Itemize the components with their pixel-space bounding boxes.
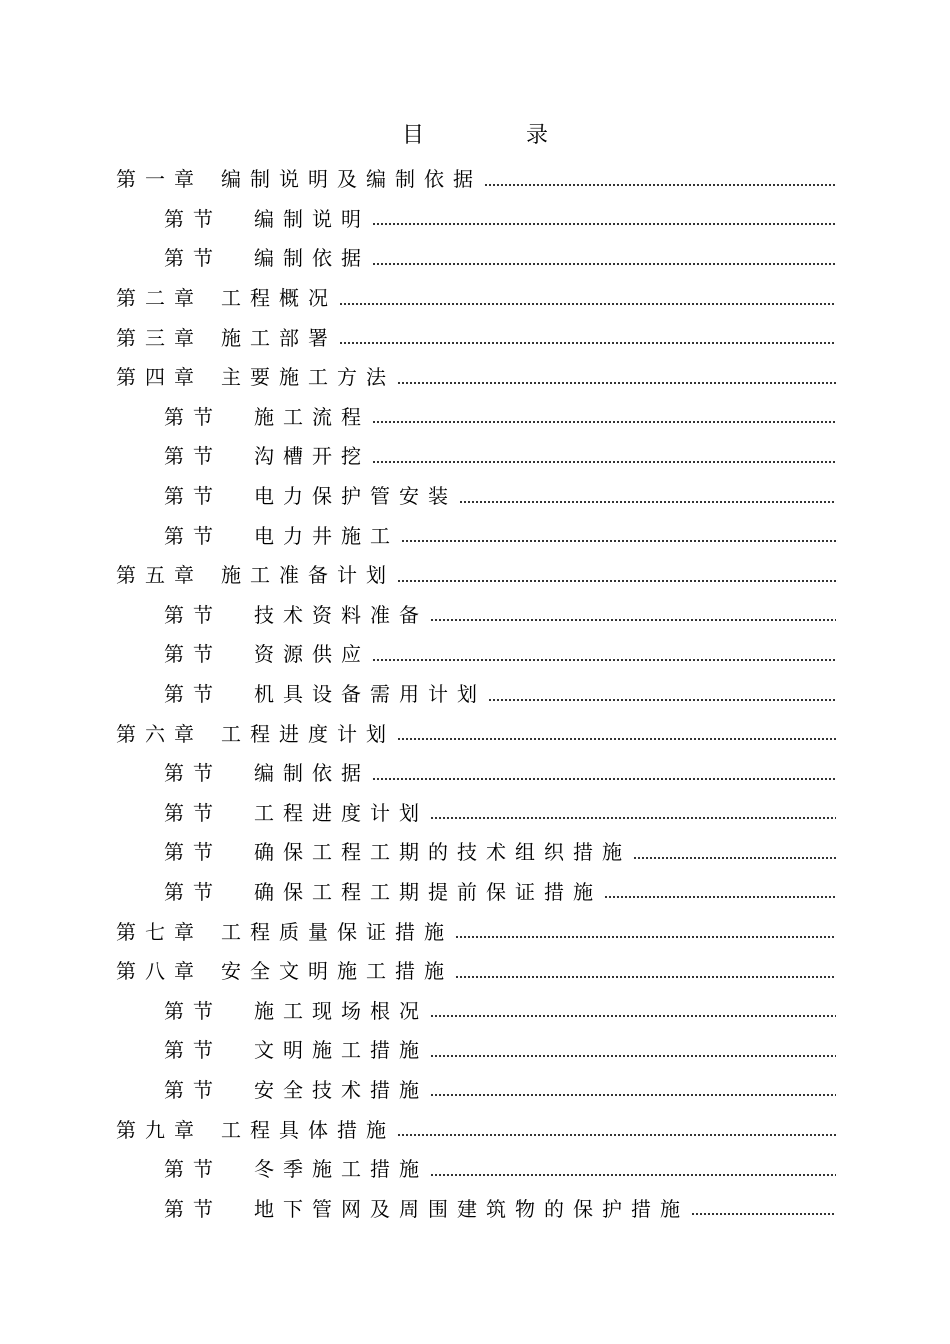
toc-entry-text: 主要施工方法 xyxy=(221,365,395,390)
toc-section-entry xyxy=(116,396,836,436)
toc-entry-text: 文明施工措施 xyxy=(254,1038,428,1063)
toc-chapter-entry xyxy=(116,910,836,950)
toc-entry-prefix: 第节 xyxy=(164,1196,222,1221)
toc-entry-prefix: 第节 xyxy=(164,1157,222,1182)
toc-entry-text: 安全文明施工措施 xyxy=(221,959,453,984)
toc-entry-prefix: 第节 xyxy=(164,879,222,904)
toc-dot-leader xyxy=(430,817,836,819)
toc-dot-leader xyxy=(455,976,836,978)
toc-dot-leader xyxy=(339,342,836,344)
toc-entry-prefix: 第节 xyxy=(164,602,222,627)
toc-entry-prefix: 第节 xyxy=(164,206,222,231)
toc-dot-leader xyxy=(372,461,836,463)
toc-dot-leader xyxy=(372,659,836,661)
toc-entry-prefix: 第节 xyxy=(164,998,222,1023)
toc-entry-prefix: 第节 xyxy=(164,484,222,509)
toc-entry-text: 电力井施工 xyxy=(254,523,399,548)
toc-dot-leader xyxy=(372,263,836,265)
toc-entry-text: 编制依据 xyxy=(254,246,370,271)
toc-dot-leader xyxy=(459,501,836,503)
toc-section-entry xyxy=(116,594,836,634)
toc-entry-prefix: 第节 xyxy=(164,642,222,667)
toc-entry-text: 编制说明 xyxy=(254,206,370,231)
toc-section-entry xyxy=(116,1187,836,1227)
toc-dot-leader xyxy=(604,896,836,898)
toc-section-entry xyxy=(116,752,836,792)
toc-entry-text: 确保工程工期的技术组织措施 xyxy=(254,840,631,865)
toc-entry-text: 施工部署 xyxy=(221,325,337,350)
toc-entry-prefix: 第六章 xyxy=(116,721,203,746)
toc-chapter-entry xyxy=(116,554,836,594)
toc-dot-leader xyxy=(430,1174,836,1176)
toc-section-entry xyxy=(116,1069,836,1109)
toc-chapter-entry xyxy=(116,158,836,198)
toc-entry-text: 工程具体措施 xyxy=(221,1117,395,1142)
toc-entry-prefix: 第节 xyxy=(164,1077,222,1102)
toc-entry-text: 沟槽开挖 xyxy=(254,444,370,469)
toc-entry-text: 施工现场根况 xyxy=(254,998,428,1023)
toc-dot-leader xyxy=(397,580,836,582)
toc-section-entry xyxy=(116,633,836,673)
toc-chapter-entry xyxy=(116,356,836,396)
toc-entry-text: 技术资料准备 xyxy=(254,602,428,627)
toc-dot-leader xyxy=(401,540,836,542)
toc-entry-text: 施工准备计划 xyxy=(221,563,395,588)
toc-entry-text: 工程概况 xyxy=(221,286,337,311)
toc-entry-prefix: 第节 xyxy=(164,840,222,865)
toc-section-entry xyxy=(116,831,836,871)
toc-entry-text: 机具设备需用计划 xyxy=(254,682,486,707)
toc-entry-text: 确保工程工期提前保证措施 xyxy=(254,879,602,904)
toc-entry-prefix: 第四章 xyxy=(116,365,203,390)
toc-dot-leader xyxy=(430,1015,836,1017)
toc-entry-prefix: 第三章 xyxy=(116,325,203,350)
toc-entry-prefix: 第节 xyxy=(164,523,222,548)
toc-entry-text: 冬季施工措施 xyxy=(254,1157,428,1182)
toc-dot-leader xyxy=(372,223,836,225)
toc-entry-prefix: 第五章 xyxy=(116,563,203,588)
toc-section-entry xyxy=(116,475,836,515)
toc-section-entry xyxy=(116,871,836,911)
toc-entry-prefix: 第节 xyxy=(164,404,222,429)
toc-entry-text: 安全技术措施 xyxy=(254,1077,428,1102)
toc-entry-text: 工程进度计划 xyxy=(221,721,395,746)
toc-section-entry xyxy=(116,673,836,713)
toc-entry-prefix: 第节 xyxy=(164,444,222,469)
toc-entry-text: 编制说明及编制依据 xyxy=(221,167,482,192)
toc-entry-prefix: 第节 xyxy=(164,682,222,707)
toc-dot-leader xyxy=(691,1213,836,1215)
toc-entry-prefix: 第节 xyxy=(164,246,222,271)
toc-dot-leader xyxy=(372,421,836,423)
toc-dot-leader xyxy=(484,184,836,186)
toc-dot-leader xyxy=(430,619,836,621)
toc-entry-text: 地下管网及周围建筑物的保护措施 xyxy=(254,1196,689,1221)
toc-title: 目 录 xyxy=(401,123,588,148)
toc-entry-text: 电力保护管安装 xyxy=(254,484,457,509)
toc-section-entry xyxy=(116,989,836,1029)
toc-chapter-entry xyxy=(116,950,836,990)
toc-entry-prefix: 第节 xyxy=(164,1038,222,1063)
toc-dot-leader xyxy=(633,857,836,859)
toc-section-entry xyxy=(116,1148,836,1188)
toc-dot-leader xyxy=(372,778,836,780)
toc-section-entry xyxy=(116,1029,836,1069)
toc-dot-leader xyxy=(397,738,836,740)
toc-entry-text: 工程进度计划 xyxy=(254,800,428,825)
toc-dot-leader xyxy=(455,936,836,938)
toc-section-entry xyxy=(116,198,836,238)
toc-entry-prefix: 第节 xyxy=(164,800,222,825)
toc-chapter-entry xyxy=(116,316,836,356)
toc-section-entry xyxy=(116,237,836,277)
toc-entry-text: 施工流程 xyxy=(254,404,370,429)
toc-section-entry xyxy=(116,792,836,832)
toc-dot-leader xyxy=(488,699,836,701)
toc-chapter-entry xyxy=(116,712,836,752)
toc-chapter-entry xyxy=(116,1108,836,1148)
toc-entry-text: 资源供应 xyxy=(254,642,370,667)
toc-chapter-entry xyxy=(116,277,836,317)
toc-dot-leader xyxy=(339,303,836,305)
toc-entry-text: 编制依据 xyxy=(254,761,370,786)
toc-dot-leader xyxy=(430,1055,836,1057)
toc-entry-prefix: 第二章 xyxy=(116,286,203,311)
toc-entry-prefix: 第八章 xyxy=(116,959,203,984)
toc-dot-leader xyxy=(397,1134,836,1136)
toc-entry-prefix: 第节 xyxy=(164,761,222,786)
toc-entry-prefix: 第一章 xyxy=(116,167,203,192)
toc-entry-prefix: 第九章 xyxy=(116,1117,203,1142)
toc-section-entry xyxy=(116,435,836,475)
toc-entry-prefix: 第七章 xyxy=(116,919,203,944)
toc-list xyxy=(116,158,836,1227)
toc-dot-leader xyxy=(430,1094,836,1096)
toc-section-entry xyxy=(116,514,836,554)
toc-entry-text: 工程质量保证措施 xyxy=(221,919,453,944)
toc-dot-leader xyxy=(397,382,836,384)
